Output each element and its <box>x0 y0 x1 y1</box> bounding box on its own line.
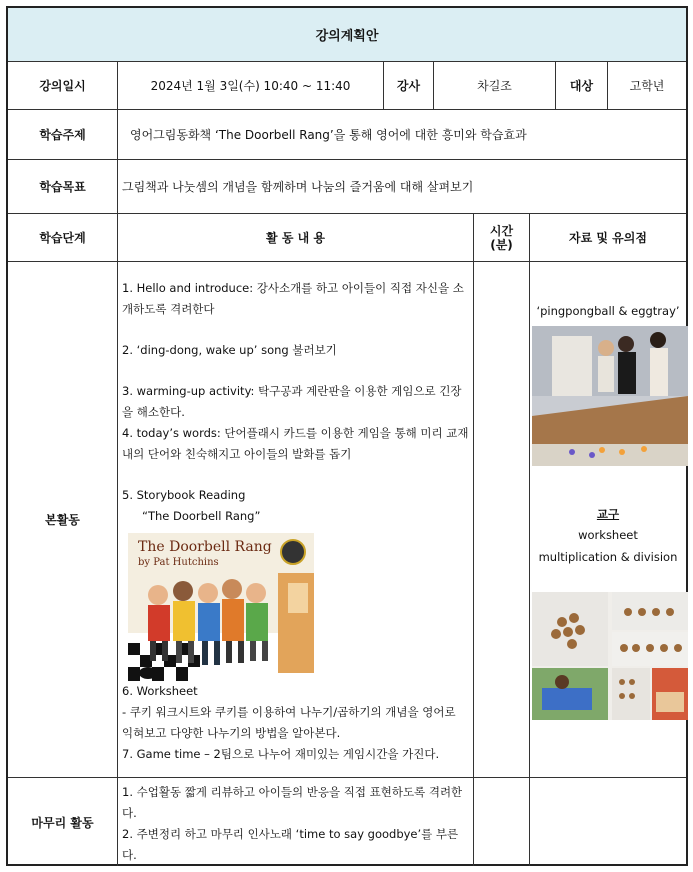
header-activity: 활 동 내 용 <box>118 214 474 261</box>
teacher-value: 차길조 <box>434 62 556 109</box>
cookie-collage-illustration <box>532 592 688 720</box>
header-materials: 자료 및 유의점 <box>569 231 647 245</box>
topic-value: 영어그림동화책 ‘The Doorbell Rang’을 통해 영어에 대한 흥미와 학습효과 <box>130 128 527 142</box>
activity-5-book: “The Doorbell Rang” <box>142 509 261 523</box>
classroom-photo-illustration <box>532 326 688 466</box>
activity-4: 4. today’s words: 단어플래시 카드를 이용한 게임을 통해 미리 교재내의 단어와 친숙해지고 아이들의 발화를 돕기 <box>122 426 469 461</box>
activity-6-detail: - 쿠키 워크시트와 쿠키를 이용하여 나누기/곱하기의 개념을 영어로 익혀보고 다양한 나누기의 방법을 알아본다. <box>122 705 456 740</box>
topic-label: 학습주제 <box>8 110 118 159</box>
cookie-activity-collage <box>532 592 688 720</box>
book-cover-image <box>128 533 314 681</box>
header-time-line2: (분) <box>490 237 513 252</box>
book-cover-title: The Doorbell Rang <box>138 539 272 555</box>
title-row <box>8 8 686 62</box>
goal-value: 그림책과 나눗셈의 개념을 함께하며 나눔의 즐거움에 대해 살펴보기 <box>122 180 474 194</box>
header-stage: 학습단계 <box>8 214 118 261</box>
tools-line2: multiplication & division <box>538 550 678 564</box>
activity-5: 5. Storybook Reading <box>122 488 246 502</box>
header-time <box>474 214 530 261</box>
closing-item-1: 1. 수업활동 짧게 리뷰하고 아이들의 반응을 직접 표현하도록 격려한다. <box>122 785 463 820</box>
main-time <box>474 262 530 777</box>
materials-caption: ‘pingpongball & eggtray’ <box>536 304 680 318</box>
tools-label: 교구 <box>596 507 620 521</box>
goal-label: 학습목표 <box>8 160 118 213</box>
closing-stage: 마무리 활동 <box>8 778 118 866</box>
closing-time <box>474 778 530 866</box>
header-row <box>8 214 686 262</box>
header-time-line1: 시간 <box>489 223 514 238</box>
target-value: 고학년 <box>629 79 665 93</box>
lesson-plan-table <box>6 6 688 866</box>
closing-row <box>8 778 686 866</box>
closing-materials <box>530 778 686 866</box>
page-title: 강의계획안 <box>315 29 379 44</box>
date-label: 강의일시 <box>8 62 118 109</box>
activity-7: 7. Game time – 2팀으로 나누어 재미있는 게임시간을 가진다. <box>122 747 440 761</box>
target-label: 대상 <box>556 62 608 109</box>
info-row <box>8 62 686 110</box>
main-stage: 본활동 <box>8 262 118 777</box>
closing-activities <box>118 778 474 866</box>
main-materials <box>530 262 686 777</box>
topic-row <box>8 110 686 160</box>
activity-2: 2. ‘ding-dong, wake up’ song 불러보기 <box>122 343 337 357</box>
main-activities <box>118 262 474 777</box>
activity-6: 6. Worksheet <box>122 684 198 698</box>
pingpong-eggtray-photo <box>532 326 688 466</box>
teacher-label: 강사 <box>384 62 434 109</box>
book-cover-illustration <box>128 533 314 681</box>
book-cover-author: by Pat Hutchins <box>138 557 219 568</box>
activity-1: 1. Hello and introduce: 강사소개를 하고 아이들이 직접 자신을 소개하도록 격려한다 <box>122 281 464 316</box>
tools-line1: worksheet <box>578 528 638 542</box>
closing-item-2: 2. 주변정리 하고 마무리 인사노래 ‘time to say goodbye’를 부른다. <box>122 827 459 862</box>
activity-3: 3. warming-up activity: 탁구공과 계란판을 이용한 게임으로 긴장을 해소한다. <box>122 384 462 419</box>
main-row <box>8 262 686 778</box>
goal-row <box>8 160 686 214</box>
date-value: 2024년 1월 3일(수) 10:40 ~ 11:40 <box>118 62 384 109</box>
